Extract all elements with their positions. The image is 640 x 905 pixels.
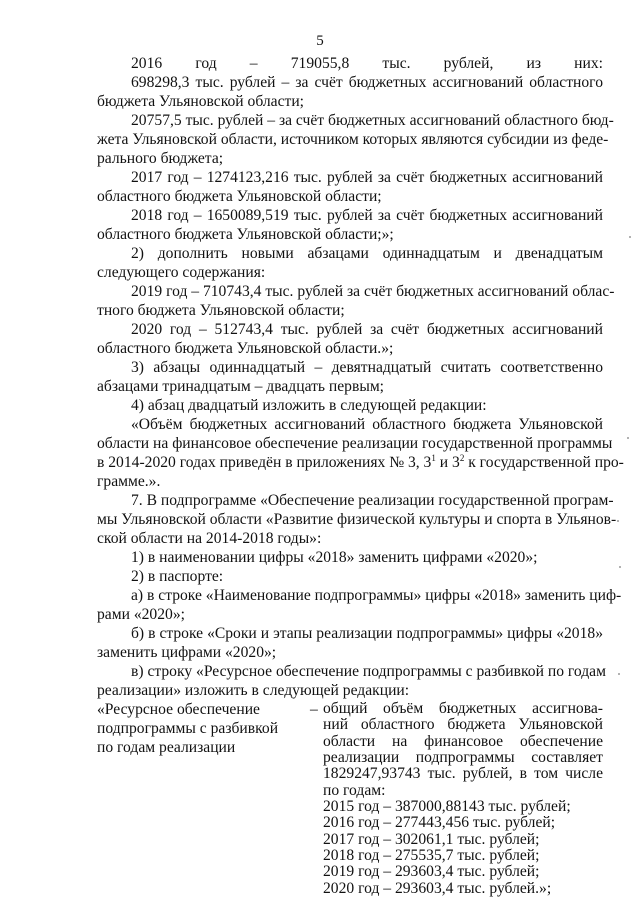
table-dash: – [310,701,318,718]
text-line: а) в строке «Наименование подпрограммы» цифры «2018» заменить циф- [131,587,622,604]
text-line: 2016 год – 719055,8 тыс. рублей, из них: [131,55,603,72]
text-line: ской области на 2014-2018 годы»: [97,530,322,547]
table-value-line: области на финансовое обеспечение [323,732,603,750]
superscript: 1 [431,453,436,463]
table-label-line: «Ресурсное обеспечение [97,701,260,718]
text-line: б) в строке «Сроки и этапы реализации подпрограммы» цифры «2018» [131,625,603,642]
text-fragment: к государственной про- [464,454,624,471]
table-label-line: подпрограммы с разбивкой [97,720,279,737]
table-value-line: 2018 год – 275535,7 тыс. рублей; [323,847,540,864]
table-value-line: ний областного бюджета Ульяновской [323,716,603,734]
text-line: бюджета Ульяновской области; [97,93,305,110]
text-line: 20757,5 тыс. рублей – за счёт бюджетных ассигнований областного бюд- [131,112,614,129]
table-value-line: по годам: [323,781,386,799]
text-fragment: в 2014-2020 годах приведён в приложениях № 3, 3 [97,454,432,471]
text-line: в) строку «Ресурсное обеспечение подпрограммы с разбивкой по годам [131,663,606,680]
scan-speck [629,236,631,238]
text-line: реализации» изложить в следующей редакции: [97,682,410,699]
text-line: областного бюджета Ульяновской области; [97,188,382,205]
text-line: рального бюджета; [97,150,224,167]
text-line: следующего содержания: [97,264,266,281]
text-line: 2019 год – 710743,4 тыс. рублей за счёт бюджетных ассигнований облас- [131,283,615,300]
text-line: 2017 год – 1274123,216 тыс. рублей за счёт бюджетных ассигнований [131,169,603,186]
table-value-line: 2015 год – 387000,88143 тыс. рублей; [323,798,571,815]
scan-speck [618,673,620,675]
text-line: рами «2020»; [97,606,185,623]
text-line: 698298,3 тыс. рублей – за счёт бюджетных ассигнований областного [131,74,603,91]
text-line: абзацами тринадцатым – двадцать первым; [97,378,385,395]
superscript: 2 [459,453,465,463]
page-number: 5 [316,33,324,49]
text-line: 2) в паспорте: [131,568,224,585]
text-line: 3) абзацы одиннадцатый – девятнадцатый считать соответственно [131,359,603,376]
table-value-line: 2017 год – 302061,1 тыс. рублей; [323,830,540,848]
text-line: областного бюджета Ульяновской области;»; [97,226,394,243]
text-line: заменить цифрами «2020»; [97,644,277,661]
table-value-line: 2020 год – 293603,4 тыс. рублей.»; [323,879,552,897]
text-line: «Объём бюджетных ассигнований областного бюджета Ульяновской [131,416,603,433]
scan-speck [619,566,621,568]
table-value-line: 2019 год – 293603,4 тыс. рублей; [323,863,540,881]
table-value-line: реализации подпрограммы составляет [323,749,603,766]
text-line: области на финансовое обеспечение реализации государственной программы [97,435,613,452]
table-value-line: 2016 год – 277443,456 тыс. рублей; [323,814,556,832]
text-line: 7. В подпрограмме «Обеспечение реализации государственной програм- [131,492,614,509]
text-fragment: и 3 [435,454,460,471]
text-line: мы Ульяновской области «Развитие физической культуры и спорта в Ульянов- [97,511,617,528]
text-line: областного бюджета Ульяновской области.»; [97,340,394,357]
table-label-line: по годам реализации [97,739,236,756]
text-line: грамме.». [97,473,161,490]
text-line: 2) дополнить новыми абзацами одиннадцатым и двенадцатым [131,245,603,262]
scan-speck [627,437,629,439]
scan-speck [617,520,619,522]
text-line: тного бюджета Ульяновской области; [97,302,345,319]
text-line: 4) абзац двадцатый изложить в следующей редакции: [131,397,487,414]
text-line: 1) в наименовании цифры «2018» заменить цифрами «2020»; [131,549,538,566]
text-line: жета Ульяновской области, источником которых являются субсидии из феде- [97,131,609,148]
text-line: 2020 год – 512743,4 тыс. рублей за счёт бюджетных ассигнований [131,321,603,338]
table-value-line: общий объём бюджетных ассигнова- [323,700,603,717]
text-line [97,453,624,471]
text-line: 2018 год – 1650089,519 тыс. рублей за счёт бюджетных ассигнований [131,207,603,224]
table-value-line: 1829247,93743 тыс. рублей, в том числе [323,765,603,783]
